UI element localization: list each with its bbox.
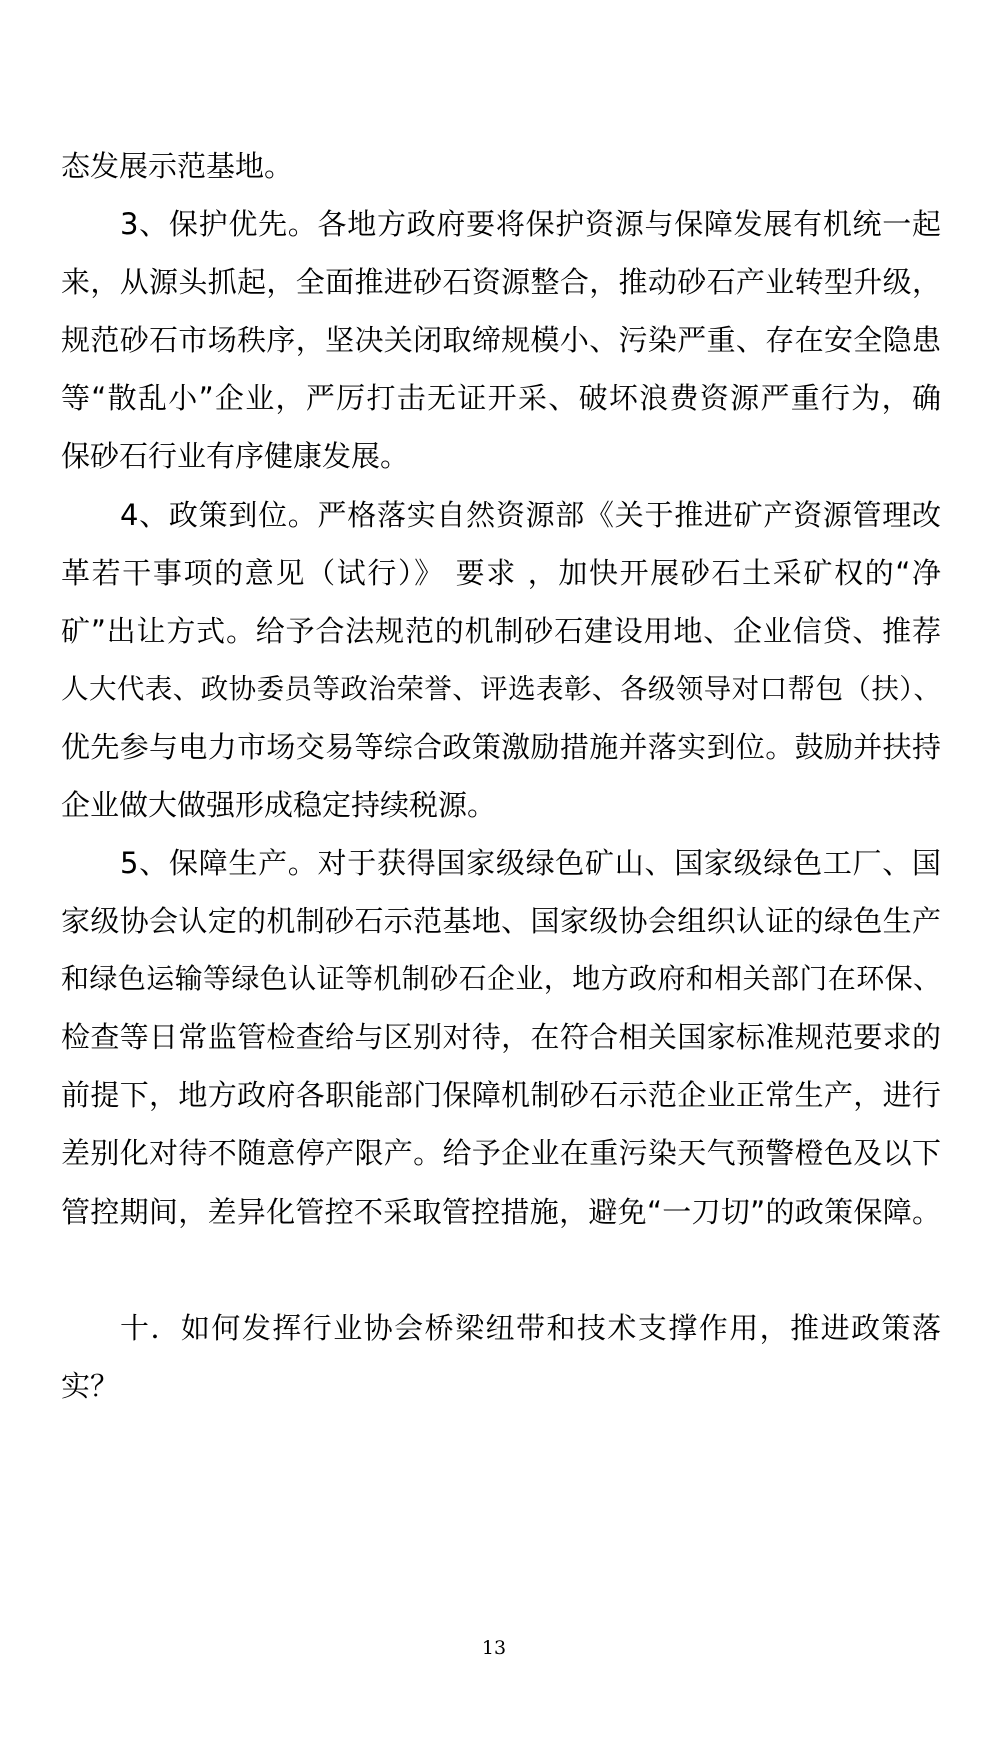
paragraph-line: 前提下，地方政府各职能部门保障机制砂石示范企业正常生产，进行: [61, 1078, 941, 1112]
paragraph-line: 3、保护优先。各地方政府要将保护资源与保障发展有机统一起: [120, 207, 941, 241]
paragraph-line: 企业做大做强形成稳定持续税源。: [61, 788, 497, 822]
paragraph-line: 革若干事项的意见（试行）》 要求 ，加快开展砂石土采矿权的“净: [61, 556, 941, 590]
paragraph-line: 来，从源头抓起，全面推进砂石资源整合，推动砂石产业转型升级，: [61, 265, 941, 299]
section-heading-line: 实？: [61, 1369, 120, 1403]
paragraph-line: 优先参与电力市场交易等综合政策激励措施并落实到位。鼓励并扶持: [61, 730, 941, 764]
paragraph-line: 等“散乱小”企业，严厉打击无证开采、破坏浪费资源严重行为，确: [61, 381, 941, 415]
paragraph-line: 保砂石行业有序健康发展。: [61, 439, 410, 473]
page-number: 13: [481, 1637, 507, 1659]
paragraph-line: 检查等日常监管检查给与区别对待，在符合相关国家标准规范要求的: [61, 1020, 941, 1054]
paragraph-line: 矿”出让方式。给予合法规范的机制砂石建设用地、企业信贷、推荐: [61, 614, 941, 648]
paragraph-line: 家级协会认定的机制砂石示范基地、国家级协会组织认证的绿色生产: [61, 904, 941, 938]
paragraph-line: 和绿色运输等绿色认证等机制砂石企业，地方政府和相关部门在环保、: [61, 962, 941, 995]
section-heading-line: 十．如何发挥行业协会桥梁纽带和技术支撑作用，推进政策落: [120, 1311, 941, 1345]
paragraph-line: 5、保障生产。对于获得国家级绿色矿山、国家级绿色工厂、国: [120, 846, 941, 880]
paragraph-line: 态发展示范基地。: [61, 149, 294, 183]
paragraph-line: 人大代表、政协委员等政治荣誉、评选表彰、各级领导对口帮包（扶）、: [61, 673, 941, 705]
paragraph-line: 4、政策到位。严格落实自然资源部《关于推进矿产资源管理改: [120, 498, 941, 532]
paragraph-line: 规范砂石市场秩序，坚决关闭取缔规模小、污染严重、存在安全隐患: [61, 323, 941, 357]
paragraph-line: 差别化对待不随意停产限产。给予企业在重污染天气预警橙色及以下: [61, 1136, 941, 1170]
paragraph-line: 管控期间，差异化管控不采取管控措施，避免“一刀切”的政策保障。: [61, 1195, 941, 1229]
